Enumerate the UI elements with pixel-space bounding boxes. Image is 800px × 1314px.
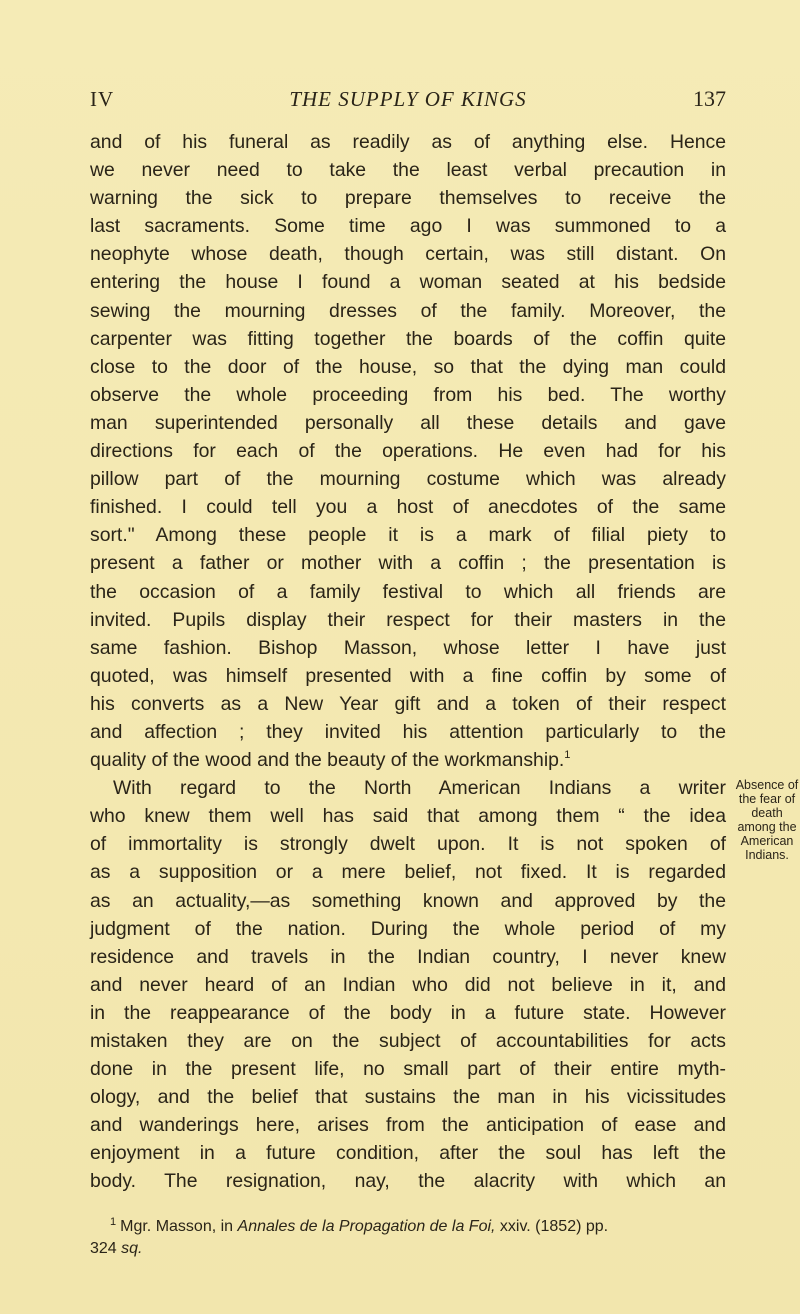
body-text <box>90 128 726 1196</box>
text-line: we never need to take the least verbal precaution in <box>90 159 726 182</box>
text-line: close to the door of the house, so that the dying man could <box>90 355 726 378</box>
text-line: carpenter was fitting together the boards of the coffin quite <box>90 327 726 350</box>
text-line: of immortality is strongly dwelt upon. It is not spoken of <box>90 833 726 856</box>
footnote-details: xxiv. (1852) pp. <box>499 1218 609 1235</box>
marginal-note <box>732 778 800 862</box>
text-line: done in the present life, no small part of their entire myth- <box>90 1058 726 1081</box>
marginal-note-line: death <box>751 806 783 820</box>
text-line: in the reappearance of the body in a future state. However <box>90 1001 726 1024</box>
text-line: as a supposition or a mere belief, not fixed. It is regarded <box>90 861 726 884</box>
text-line: ology, and the belief that sustains the man in his vicissitudes <box>90 1086 726 1109</box>
marginal-note-line: Absence of <box>735 778 799 792</box>
footnote-sq: sq. <box>121 1240 143 1257</box>
text-line: the occasion of a family festival to which all friends are <box>90 580 726 603</box>
text-line: last sacraments. Some time ago I was summoned to a <box>90 215 726 238</box>
text-line: finished. I could tell you a host of anecdotes of the same <box>90 496 726 519</box>
text-line: sewing the mourning dresses of the family. Moreover, the <box>90 299 726 322</box>
footnote-work-title: Annales de la Propagation de la Foi, <box>237 1218 496 1235</box>
text-line: warning the sick to prepare themselves to receive the <box>90 187 726 210</box>
text-line: his converts as a New Year gift and a token of their respect <box>90 692 726 715</box>
marginal-note-line: the fear of <box>738 792 796 806</box>
chapter-number: IV <box>90 87 115 111</box>
text-line: and affection ; they invited his attention particularly to the <box>90 720 726 743</box>
text-line: man superintended personally all these details and gave <box>90 411 726 434</box>
footnote-number: 1 <box>110 1216 117 1228</box>
text-line: body. The resignation, nay, the alacrity with which an <box>90 1170 726 1193</box>
footnote <box>90 1216 726 1260</box>
text-line: and never heard of an Indian who did not believe in it, and <box>90 973 726 996</box>
text-line-with-footnote-ref <box>90 746 726 774</box>
text-line: quality of the wood and the beauty of the workmanship. <box>90 749 565 772</box>
footnote-pages: 324 <box>90 1240 117 1257</box>
text-line: judgment of the nation. During the whole period of my <box>90 917 726 940</box>
text-line: observe the whole proceeding from his bed. The worthy <box>90 383 726 406</box>
text-line: sort." Among these people it is a mark of filial piety to <box>90 524 726 547</box>
text-line: pillow part of the mourning costume which was already <box>90 468 726 491</box>
page-number: 137 <box>693 86 726 111</box>
text-line: and wanderings here, arises from the anticipation of ease and <box>90 1114 726 1137</box>
text-line: enjoyment in a future condition, after the soul has left the <box>90 1142 726 1165</box>
footnote-author: Mgr. Masson, in <box>120 1218 234 1235</box>
marginal-note-line: Indians. <box>745 848 789 862</box>
text-line: residence and travels in the Indian country, I never knew <box>90 945 726 968</box>
footnote-reference[interactable]: 1 <box>564 749 571 762</box>
text-line: mistaken they are on the subject of accountabilities for acts <box>90 1030 726 1052</box>
text-line: quoted, was himself presented with a fine coffin by some of <box>90 664 726 687</box>
running-head <box>90 86 726 112</box>
running-title: THE SUPPLY OF KINGS <box>289 87 527 111</box>
footnote-line <box>90 1216 726 1238</box>
text-line: who knew them well has said that among them “ the idea <box>90 805 726 828</box>
text-line: entering the house I found a woman seated at his bedside <box>90 271 726 294</box>
text-line: present a father or mother with a coffin ; the presentation is <box>90 552 726 575</box>
marginal-note-line: American <box>740 834 794 848</box>
footnote-line <box>90 1238 726 1260</box>
text-line: as an actuality,—as something known and approved by the <box>90 889 726 912</box>
text-line: invited. Pupils display their respect for their masters in the <box>90 608 726 631</box>
text-line: same fashion. Bishop Masson, whose letter I have just <box>90 636 726 659</box>
paragraph-start-line: With regard to the North American Indians a writer <box>113 777 726 800</box>
text-line: and of his funeral as readily as of anything else. Hence <box>90 131 726 153</box>
marginal-note-line: among the <box>737 820 797 834</box>
text-line: neophyte whose death, though certain, was still distant. On <box>90 243 726 266</box>
text-line: directions for each of the operations. He even had for his <box>90 440 726 463</box>
